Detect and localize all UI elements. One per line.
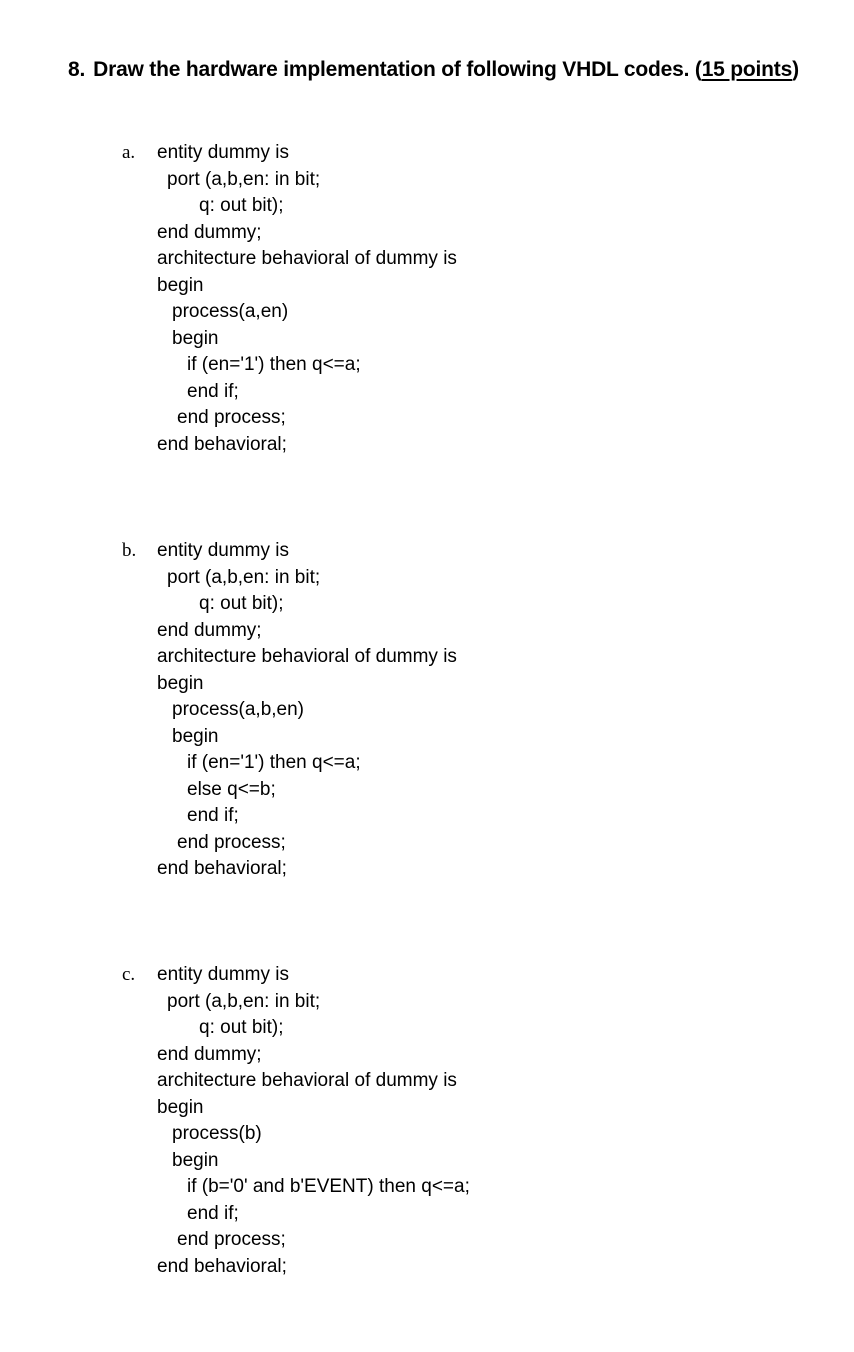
code-line: end process; [177,831,286,853]
part-label: c. [122,964,136,985]
code-line: port (a,b,en: in bit; [167,990,321,1012]
code-line: architecture behavioral of dummy is [157,248,457,269]
question-number: 8. [68,58,86,81]
code-line: entity dummy is [157,142,289,163]
code-line: architecture behavioral of dummy is [157,1070,457,1091]
code-line: begin [172,327,219,349]
code-line: if (b='0' and b'EVENT) then q<=a; [187,1176,470,1197]
code-line: entity dummy is [157,540,289,561]
code-line: process(a,en) [172,301,289,322]
code-line: entity dummy is [157,964,289,985]
code-line: begin [172,725,219,747]
code-line: begin [172,1149,219,1171]
code-line: process(a,b,en) [172,699,305,720]
code-line: process(b) [172,1123,262,1144]
code-line: end behavioral; [157,433,287,455]
code-line: if (en='1') then q<=a; [187,354,361,375]
part-label: b. [122,540,137,561]
code-line: q: out bit); [199,1017,284,1038]
code-line: begin [157,1096,204,1118]
code-line: end dummy; [157,1043,262,1065]
code-line: q: out bit); [199,593,284,614]
code-line: end if; [187,380,239,402]
code-line: end process; [177,1229,286,1250]
code-line: port (a,b,en: in bit; [167,168,321,190]
code-line: end if; [187,805,239,826]
question-points: (15 points) [694,58,799,81]
code-line: begin [157,274,204,296]
code-line: q: out bit); [199,195,284,216]
part-label: a. [122,142,136,163]
points-value: 15 points [701,58,793,81]
code-line: end behavioral; [157,1255,287,1277]
code-line: architecture behavioral of dummy is [157,646,457,667]
code-line: port (a,b,en: in bit; [167,566,321,588]
code-line: end dummy; [157,619,262,641]
code-line: end process; [177,407,286,428]
code-line: end behavioral; [157,858,287,879]
code-line: else q<=b; [187,778,276,800]
question-heading [68,58,799,82]
question-text: Draw the hardware implementation of following VHDL codes. [93,58,690,81]
code-line: if (en='1') then q<=a; [187,752,361,773]
code-line: begin [157,672,204,694]
code-line: end if; [187,1202,239,1224]
code-line: end dummy; [157,221,262,243]
